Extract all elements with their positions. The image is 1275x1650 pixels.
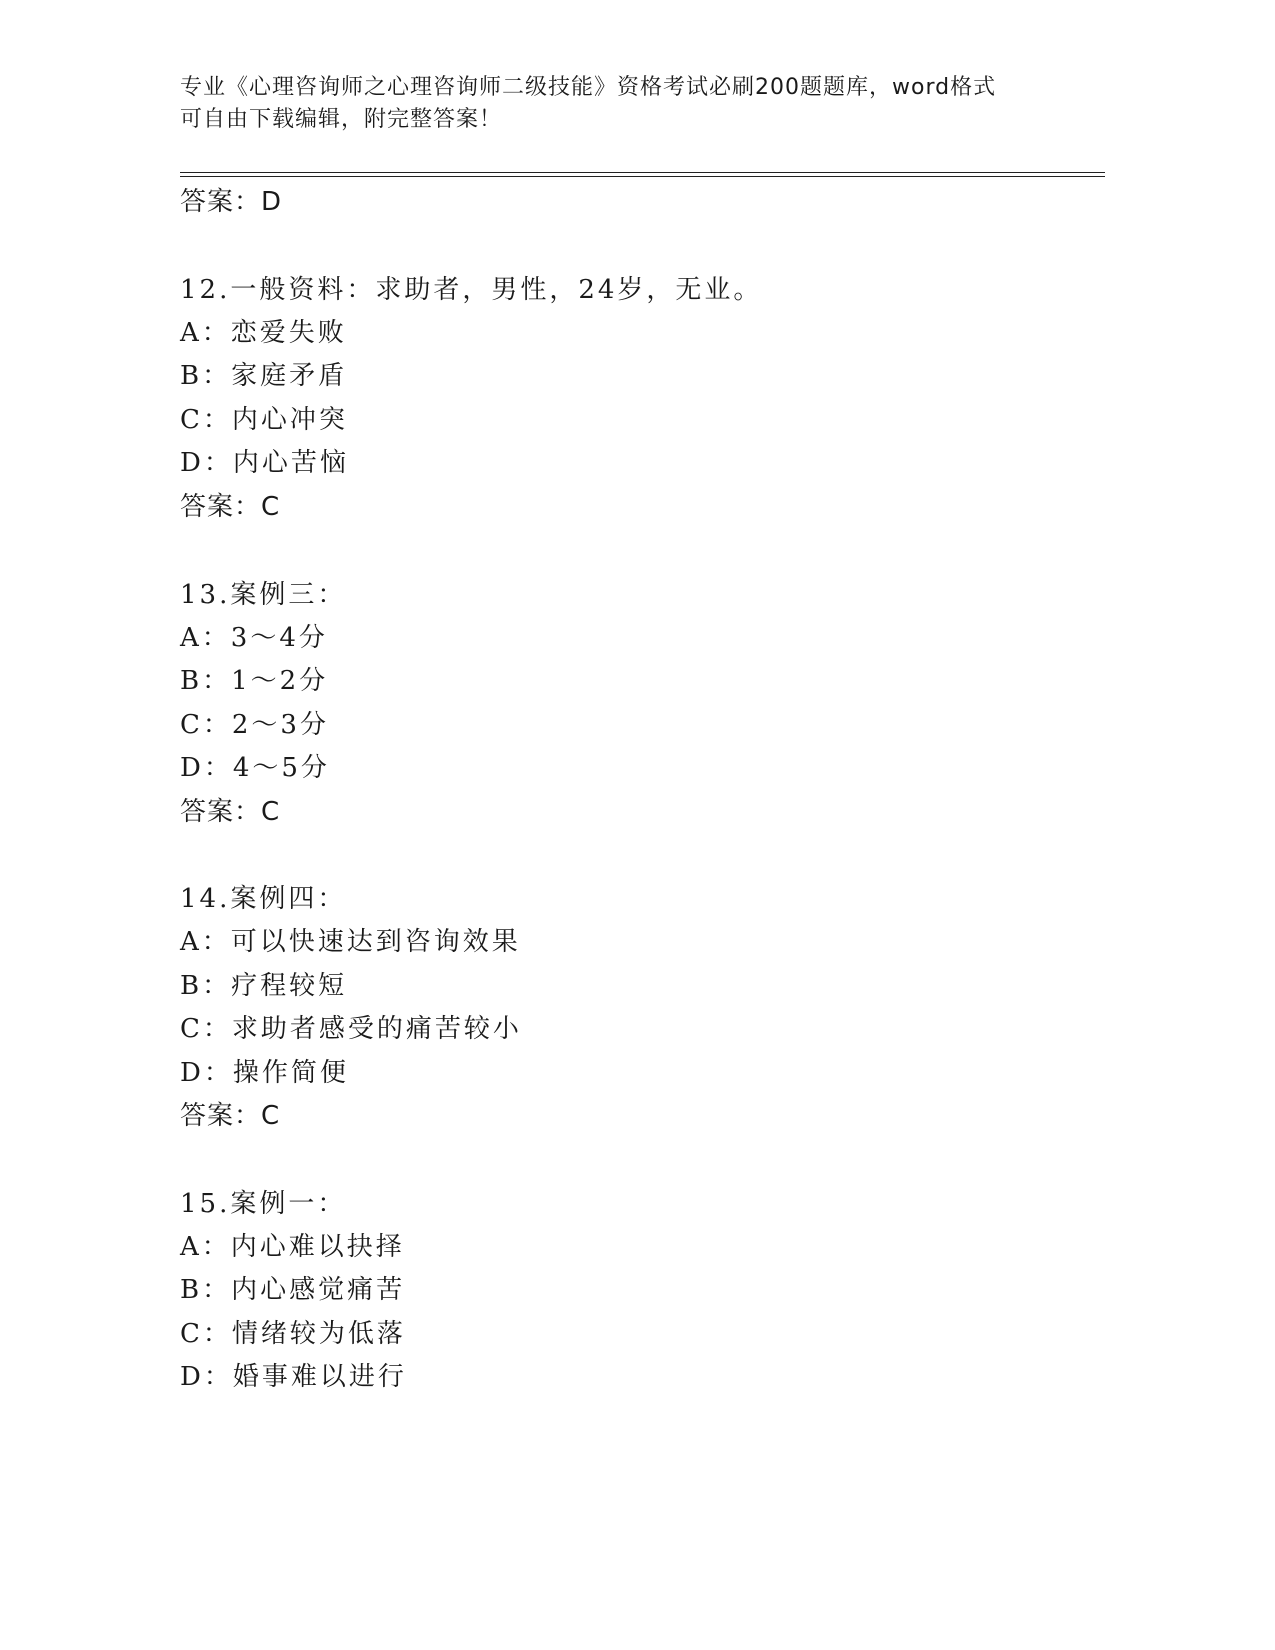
question-13: 13.案例三： [180, 580, 347, 610]
option-b: B：1～2分 [180, 666, 329, 696]
question-14: 14.案例四： [180, 884, 347, 914]
option-b: B：内心感觉痛苦 [180, 1275, 406, 1305]
document-header [180, 72, 1060, 136]
answer-line: 答案：C [180, 492, 281, 522]
option-d: D：婚事难以进行 [180, 1362, 407, 1392]
option-b: B：家庭矛盾 [180, 361, 348, 391]
header-divider-top [180, 172, 1105, 173]
answer-line: 答案：C [180, 1101, 281, 1131]
question-15: 15.案例一： [180, 1189, 347, 1219]
question-12: 12.一般资料：求助者，男性，24岁，无业。 [180, 275, 763, 305]
option-c: C：求助者感受的痛苦较小 [180, 1014, 522, 1044]
option-a: A：可以快速达到咨询效果 [180, 927, 521, 957]
answer-line: 答案：D [180, 187, 283, 217]
option-b: B：疗程较短 [180, 971, 348, 1001]
header-line-2: 可自由下载编辑，附完整答案！ [180, 107, 503, 132]
answer-line: 答案：C [180, 797, 281, 827]
option-c: C：2～3分 [180, 710, 329, 740]
option-d: D：内心苦恼 [180, 448, 349, 478]
option-d: D：操作简便 [180, 1058, 349, 1088]
option-a: A：3～4分 [180, 623, 328, 653]
option-d: D：4～5分 [180, 753, 330, 783]
option-a: A：内心难以抉择 [180, 1232, 405, 1262]
option-c: C：情绪较为低落 [180, 1319, 406, 1349]
header-line-1: 专业《心理咨询师之心理咨询师二级技能》资格考试必刷200题题库，word格式 [180, 75, 997, 100]
option-a: A：恋爱失败 [180, 318, 347, 348]
option-c: C：内心冲突 [180, 405, 348, 435]
header-divider-bottom [180, 176, 1105, 177]
